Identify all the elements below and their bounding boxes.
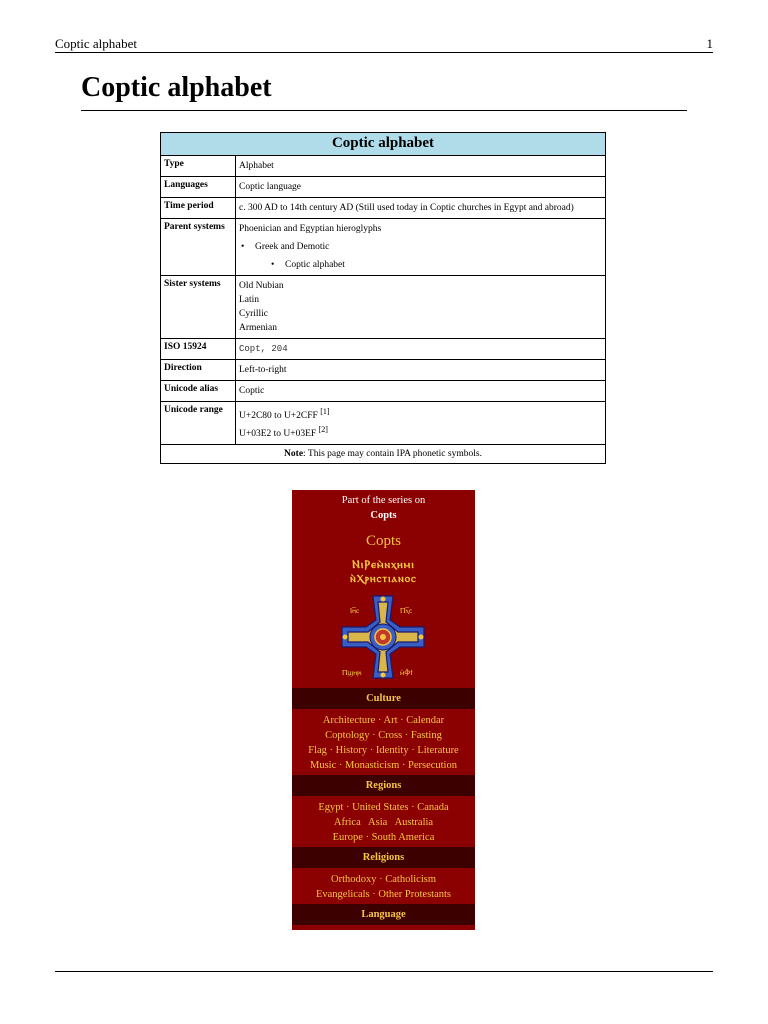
reference-link[interactable]: [2] bbox=[318, 425, 328, 435]
infobox-label: Languages bbox=[161, 177, 236, 198]
infobox-row-languages bbox=[161, 177, 606, 198]
infobox-row-alias bbox=[161, 381, 606, 402]
parent-child-label[interactable]: Greek and Demotic bbox=[255, 242, 330, 252]
sister-system[interactable]: Latin bbox=[239, 295, 260, 305]
infobox-row-parent bbox=[161, 219, 606, 276]
parent-child bbox=[239, 240, 602, 272]
link-line[interactable]: Orthodoxy · Catholicism bbox=[331, 874, 436, 885]
religions-links bbox=[292, 868, 475, 904]
infobox-caption: Coptic alphabet bbox=[161, 133, 606, 156]
parent-grandchild bbox=[269, 258, 602, 272]
note-text: : This page may contain IPA phonetic symbols. bbox=[303, 449, 482, 460]
link-line[interactable]: Evangelicals · Other Protestants bbox=[315, 889, 451, 900]
running-header-title: Coptic alphabet bbox=[55, 36, 137, 51]
regions-links bbox=[292, 796, 475, 847]
infobox-value: Copt, 204 bbox=[236, 339, 606, 360]
section-head-language: Language bbox=[292, 904, 475, 925]
cross-tag: Ⲡⲭ̅ⲥ bbox=[400, 606, 413, 615]
coptic-script-line: ⲛ̀Ⲭⲣⲏⲥⲧⲓⲁⲛⲟⲥ bbox=[350, 573, 417, 585]
infobox-label: Sister systems bbox=[161, 276, 236, 339]
infobox-note-row bbox=[161, 445, 606, 464]
sister-system[interactable]: Cyrillic bbox=[239, 309, 269, 319]
cross-tag: Ⲓⲏ̅ⲥ bbox=[350, 606, 360, 615]
reference-link[interactable]: [1] bbox=[320, 407, 330, 416]
link-line[interactable]: Architecture · Art · Calendar bbox=[322, 715, 445, 726]
infobox-label: Direction bbox=[161, 360, 236, 381]
infobox-row-iso bbox=[161, 339, 606, 360]
infobox-label: Unicode range bbox=[161, 402, 236, 445]
link-line[interactable]: Africa Asia Australia bbox=[333, 817, 434, 828]
infobox-value bbox=[236, 219, 606, 276]
running-header bbox=[55, 34, 713, 53]
infobox-value: Coptic bbox=[236, 381, 606, 402]
infobox-value[interactable]: Left-to-right bbox=[236, 360, 606, 381]
link-line[interactable]: Europe · South America bbox=[332, 832, 435, 843]
sister-system[interactable]: Old Nubian bbox=[239, 281, 284, 291]
infobox-label: Type bbox=[161, 156, 236, 177]
cross-tag: ⲙ̀Ⲫϯ bbox=[400, 668, 414, 677]
parent-system[interactable]: Phoenician and Egyptian hieroglyphs bbox=[239, 224, 382, 234]
series-topic[interactable]: Copts bbox=[370, 510, 397, 521]
link-line[interactable]: Coptology · Cross · Fasting bbox=[325, 730, 442, 741]
coptic-cross-emblem bbox=[292, 590, 475, 688]
culture-links bbox=[292, 709, 475, 775]
section-head-culture: Culture bbox=[292, 688, 475, 709]
parent-tree bbox=[239, 240, 602, 272]
infobox-row-direction bbox=[161, 360, 606, 381]
page-number: 1 bbox=[706, 36, 713, 51]
infobox-label: Time period bbox=[161, 198, 236, 219]
infobox-row-range bbox=[161, 402, 606, 445]
series-intro bbox=[292, 490, 475, 523]
unicode-range: U+2C80 to U+2CFF bbox=[239, 411, 318, 422]
unicode-range: U+03E2 to U+03EF bbox=[239, 429, 317, 440]
section-head-regions: Regions bbox=[292, 775, 475, 796]
section-head-religions: Religions bbox=[292, 847, 475, 868]
infobox-row-time bbox=[161, 198, 606, 219]
infobox-row-sister bbox=[161, 276, 606, 339]
infobox-label: Parent systems bbox=[161, 219, 236, 276]
series-navbox bbox=[292, 490, 475, 930]
coptic-script-line: ⲚⲓⲢⲉⲙ̀ⲛⲭⲏⲙⲓ bbox=[352, 559, 415, 571]
cross-tag: Ⲡϣⲏⲣⲓ bbox=[342, 668, 362, 677]
infobox-value[interactable]: Coptic language bbox=[236, 177, 606, 198]
infobox-label: Unicode alias bbox=[161, 381, 236, 402]
infobox-value bbox=[236, 402, 606, 445]
page-title: Coptic alphabet bbox=[81, 70, 687, 111]
copts-heading: Copts bbox=[365, 533, 401, 549]
infobox bbox=[160, 132, 606, 464]
sister-system[interactable]: Armenian bbox=[239, 323, 277, 333]
link-line[interactable]: Flag · History · Identity · Literature bbox=[308, 745, 459, 756]
infobox-label: ISO 15924 bbox=[161, 339, 236, 360]
page-footer-rule bbox=[55, 971, 713, 972]
note-label: Note bbox=[284, 449, 304, 460]
link-line[interactable]: Music · Monasticism · Persecution bbox=[310, 760, 457, 771]
infobox-value bbox=[236, 276, 606, 339]
infobox-note bbox=[161, 445, 606, 464]
infobox-value: c. 300 AD to 14th century AD (Still used today in Coptic churches in Egypt and abroad) bbox=[236, 198, 606, 219]
infobox-value[interactable]: Alphabet bbox=[236, 156, 606, 177]
link-line[interactable]: Egypt · United States · Canada bbox=[318, 802, 449, 813]
infobox-row-type bbox=[161, 156, 606, 177]
series-intro-text: Part of the series on bbox=[341, 495, 426, 506]
parent-grandchild-label: Coptic alphabet bbox=[285, 260, 345, 270]
